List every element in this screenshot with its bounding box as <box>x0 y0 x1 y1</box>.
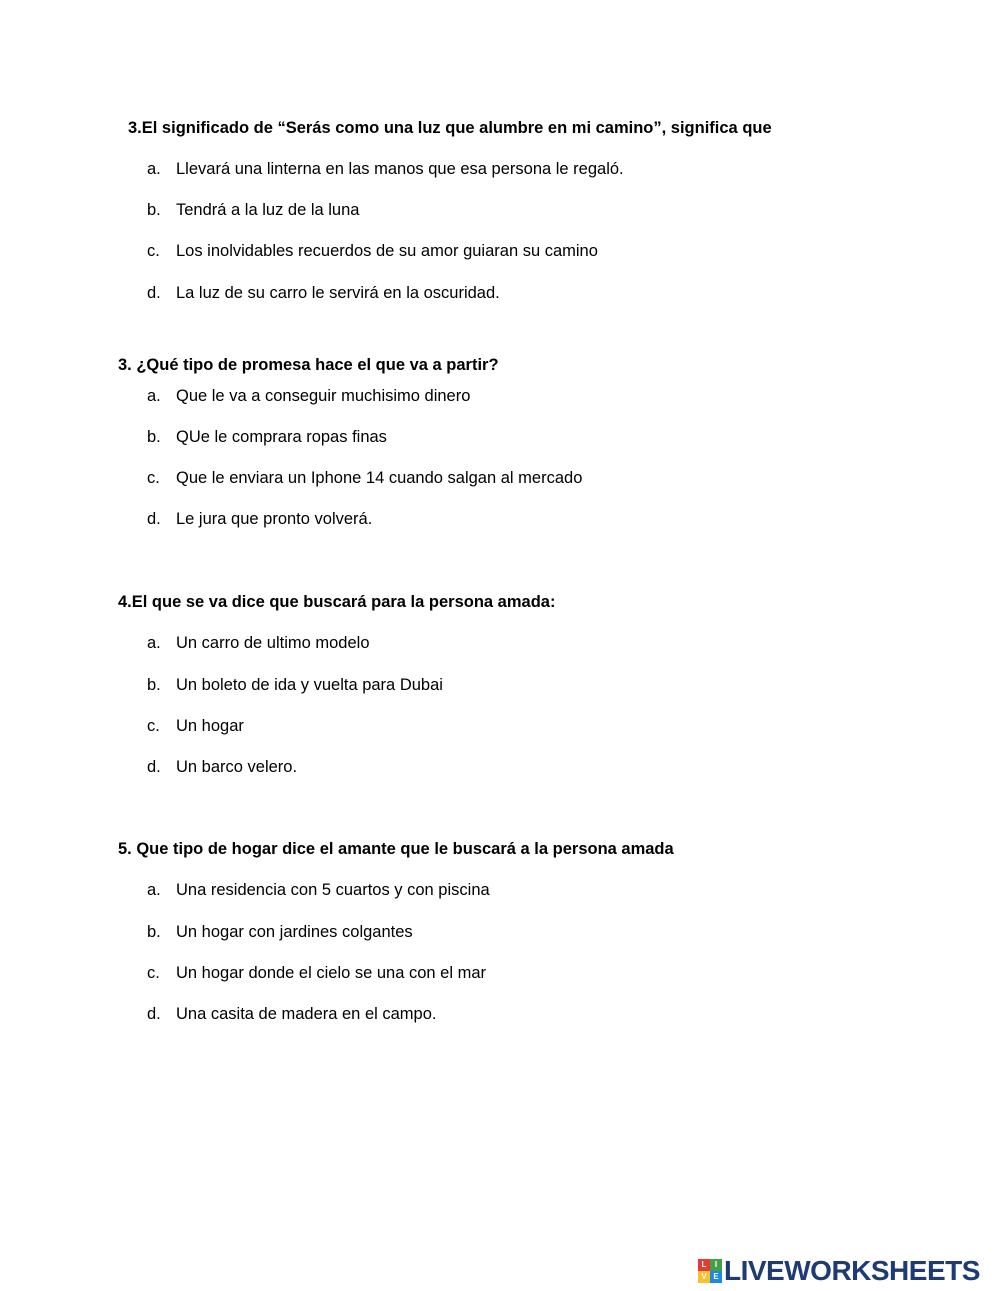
option-letter: c. <box>147 469 160 487</box>
option-letter: c. <box>147 242 160 260</box>
option-letter: a. <box>147 387 161 405</box>
option-letter: d. <box>147 284 161 302</box>
question-4-option-b <box>147 922 413 942</box>
question-2-title: 3. ¿Qué tipo de promesa hace el que va a partir? <box>118 356 499 374</box>
option-text: Un boleto de ida y vuelta para Dubai <box>176 676 443 694</box>
liveworksheets-logo <box>698 1257 980 1285</box>
option-text: Que le va a conseguir muchisimo dinero <box>176 387 471 405</box>
question-4-title: 5. Que tipo de hogar dice el amante que le buscará a la persona amada <box>118 840 674 858</box>
question-3-option-b <box>147 675 443 695</box>
liveworksheets-logo-text: LIVEWORKSHEETS <box>724 1255 980 1286</box>
option-letter: b. <box>147 201 161 219</box>
option-text: Que le enviara un Iphone 14 cuando salgan al mercado <box>176 469 583 487</box>
logo-mark-letter-e: E <box>710 1271 722 1283</box>
option-text: Llevará una linterna en las manos que esa persona le regaló. <box>176 160 624 178</box>
question-2-option-b <box>147 427 387 447</box>
question-2-option-c <box>147 468 582 488</box>
option-text: Una residencia con 5 cuartos y con piscina <box>176 881 490 899</box>
option-text: Una casita de madera en el campo. <box>176 1005 437 1023</box>
option-letter: b. <box>147 428 161 446</box>
question-3-option-d <box>147 757 297 777</box>
question-2-option-a <box>147 386 470 406</box>
option-text: Un carro de ultimo modelo <box>176 634 370 652</box>
option-letter: b. <box>147 923 161 941</box>
option-text: Un hogar <box>176 717 244 735</box>
question-4-option-a <box>147 880 490 900</box>
option-text: Tendrá a la luz de la luna <box>176 201 360 219</box>
option-text: Los inolvidables recuerdos de su amor guiaran su camino <box>176 242 598 260</box>
question-1-option-d <box>147 283 500 303</box>
option-text: Un hogar con jardines colgantes <box>176 923 413 941</box>
question-2-option-d <box>147 509 372 529</box>
option-text: Un barco velero. <box>176 758 298 776</box>
option-text: Le jura que pronto volverá. <box>176 510 373 528</box>
question-3-title: 4.El que se va dice que buscará para la persona amada: <box>118 593 556 611</box>
option-text: QUe le comprara ropas finas <box>176 428 387 446</box>
option-letter: b. <box>147 676 161 694</box>
question-4-option-d <box>147 1004 436 1024</box>
logo-mark-letter-l: L <box>698 1259 710 1271</box>
question-1-option-c <box>147 241 598 261</box>
option-letter: a. <box>147 160 161 178</box>
question-3-option-a <box>147 633 370 653</box>
question-1-option-b <box>147 200 359 220</box>
question-1-option-a <box>147 159 624 179</box>
logo-mark-letter-v: V <box>698 1271 710 1283</box>
option-letter: c. <box>147 964 160 982</box>
question-4-option-c <box>147 963 486 983</box>
question-3-option-c <box>147 716 244 736</box>
question-1-title: 3.El significado de “Serás como una luz que alumbre en mi camino”, significa que <box>128 119 772 137</box>
option-text: La luz de su carro le servirá en la oscuridad. <box>176 284 500 302</box>
option-text: Un hogar donde el cielo se una con el mar <box>176 964 487 982</box>
option-letter: a. <box>147 634 161 652</box>
option-letter: c. <box>147 717 160 735</box>
option-letter: d. <box>147 1005 161 1023</box>
option-letter: d. <box>147 758 161 776</box>
liveworksheets-logo-mark <box>698 1259 722 1283</box>
option-letter: d. <box>147 510 161 528</box>
option-letter: a. <box>147 881 161 899</box>
logo-mark-letter-i: I <box>710 1259 722 1271</box>
